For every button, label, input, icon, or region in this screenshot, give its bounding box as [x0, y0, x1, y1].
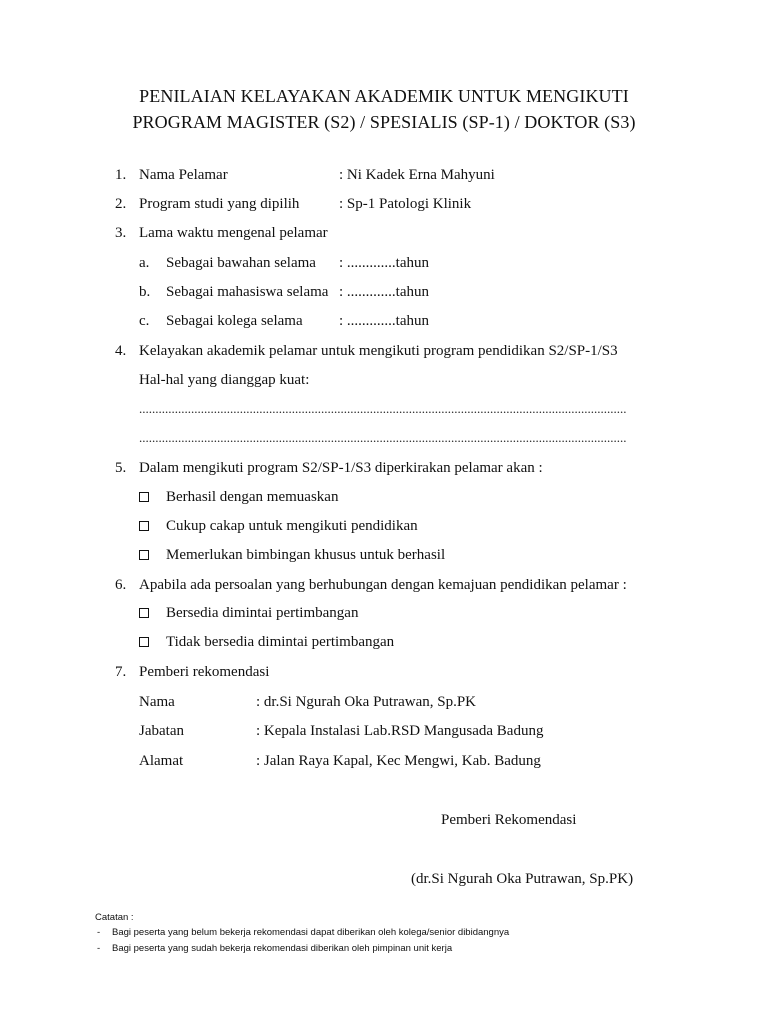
signature-heading: Pemberi Rekomendasi: [441, 812, 577, 828]
item-1-value: : Ni Kadek Erna Mahyuni: [339, 167, 495, 183]
title-line-1: PENILAIAN KELAYAKAN AKADEMIK UNTUK MENGIKUTI: [139, 86, 629, 106]
item-1-number: 1.: [115, 167, 127, 183]
item-3c-label: Sebagai kolega selama: [166, 313, 303, 329]
nama-value: : dr.Si Ngurah Oka Putrawan, Sp.PK: [256, 694, 476, 710]
alamat-label: Alamat: [139, 753, 184, 769]
item-3b-letter: b.: [139, 284, 151, 300]
item-3b-value: : .............tahun: [339, 284, 429, 300]
item-3c-letter: c.: [139, 313, 150, 329]
checkbox-bersedia[interactable]: [139, 608, 149, 618]
note-1: Bagi peserta yang belum bekerja rekomendasi dapat diberikan oleh kolega/senior dibidangnya: [112, 927, 510, 938]
note-2: Bagi peserta yang sudah bekerja rekomendasi diberikan oleh pimpinan unit kerja: [112, 943, 453, 954]
checkbox-berhasil[interactable]: [139, 492, 149, 502]
checkbox-memerlukan-bimbingan[interactable]: [139, 550, 149, 560]
item-3-label: Lama waktu mengenal pelamar: [139, 225, 328, 241]
item-7-number: 7.: [115, 664, 127, 680]
notes-heading: Catatan :: [95, 912, 134, 923]
item-3-number: 3.: [115, 225, 127, 241]
item-5-number: 5.: [115, 460, 127, 476]
item-3c-value: : .............tahun: [339, 313, 429, 329]
note-1-bullet: -: [97, 927, 101, 938]
item-6-option-1: Bersedia dimintai pertimbangan: [166, 605, 359, 621]
item-1-label: Nama Pelamar: [139, 167, 228, 183]
item-4-dotted-line-2: ......................................................................................................................................................: [139, 430, 627, 445]
item-6-option-2: Tidak bersedia dimintai pertimbangan: [166, 634, 395, 650]
checkbox-tidak-bersedia[interactable]: [139, 637, 149, 647]
item-3a-letter: a.: [139, 255, 150, 271]
jabatan-value: : Kepala Instalasi Lab.RSD Mangusada Badung: [256, 723, 544, 739]
item-5-option-2: Cukup cakap untuk mengikuti pendidikan: [166, 518, 418, 534]
item-4-number: 4.: [115, 343, 127, 359]
item-2-number: 2.: [115, 196, 127, 212]
title-line-2: PROGRAM MAGISTER (S2) / SPESIALIS (SP-1) / DOKTOR (S3): [132, 112, 636, 132]
signature-name: (dr.Si Ngurah Oka Putrawan, Sp.PK): [411, 871, 634, 887]
checkbox-cukup-cakap[interactable]: [139, 521, 149, 531]
item-6-number: 6.: [115, 577, 127, 593]
item-5-option-3: Memerlukan bimbingan khusus untuk berhasil: [166, 547, 446, 563]
item-6-label: Apabila ada persoalan yang berhubungan dengan kemajuan pendidikan pelamar :: [139, 577, 627, 593]
alamat-value: : Jalan Raya Kapal, Kec Mengwi, Kab. Badung: [256, 753, 541, 769]
item-5-label: Dalam mengikuti program S2/SP-1/S3 diperkirakan pelamar akan :: [139, 460, 543, 476]
item-3b-label: Sebagai mahasiswa selama: [166, 284, 329, 300]
item-3a-label: Sebagai bawahan selama: [166, 255, 316, 271]
item-5-option-1: Berhasil dengan memuaskan: [166, 489, 339, 505]
item-4-sub-label: Hal-hal yang dianggap kuat:: [139, 372, 310, 388]
item-3a-value: : .............tahun: [339, 255, 429, 271]
item-4-dotted-line-1: ......................................................................................................................................................: [139, 401, 627, 416]
item-7-label: Pemberi rekomendasi: [139, 664, 270, 680]
item-2-value: : Sp-1 Patologi Klinik: [339, 196, 472, 212]
item-4-label: Kelayakan akademik pelamar untuk mengikuti program pendidikan S2/SP-1/S3: [139, 343, 618, 359]
note-2-bullet: -: [97, 943, 101, 954]
nama-label: Nama: [139, 694, 175, 710]
item-2-label: Program studi yang dipilih: [139, 196, 300, 212]
jabatan-label: Jabatan: [139, 723, 184, 739]
